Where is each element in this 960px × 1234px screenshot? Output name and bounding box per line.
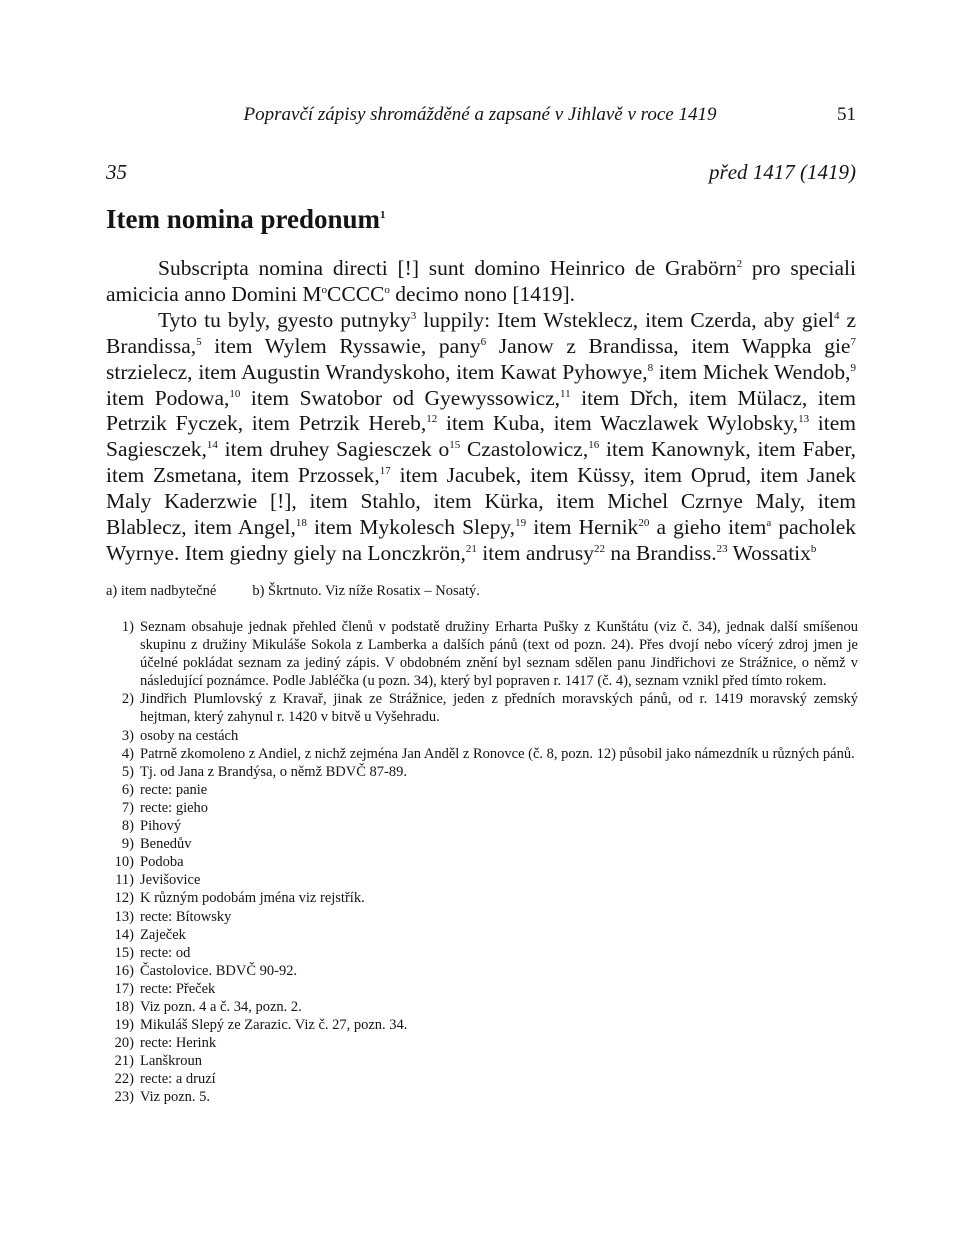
footnote-ref: 10 bbox=[229, 387, 241, 400]
running-title: Popravčí zápisy shromážděné a zapsané v Jihlavě v roce 1419 bbox=[243, 104, 717, 125]
footnote-ref: 1 bbox=[380, 209, 386, 221]
footnote-text: recte: Bítowsky bbox=[140, 908, 232, 925]
footnote-text: K různým podobám jména viz rejstřík. bbox=[140, 890, 365, 907]
footnote-text: recte: a druzí bbox=[140, 1071, 216, 1088]
footnote-text: Zaječek bbox=[140, 926, 186, 943]
footnote-number: 9) bbox=[121, 836, 134, 853]
text-run: item Swatobor od Gyewyssowicz, bbox=[240, 385, 561, 410]
text-run: luppily: Item Wsteklecz, item Czerda, aby giel bbox=[416, 307, 834, 332]
footnote bbox=[106, 1052, 858, 1070]
footnote bbox=[106, 1088, 858, 1106]
footnote-ref: 2 bbox=[736, 257, 743, 270]
footnote bbox=[106, 745, 858, 763]
text-run: item Jacubek, item Küssy, item Oprud, item Janek Maly Kaderzwie [!], item Stahlo, item Kürka, item Michel Czrnye Maly, item Blablecz, item Angel, bbox=[106, 463, 856, 540]
text-run: item Sagiesczek, bbox=[106, 411, 856, 462]
footnote-ref: a bbox=[766, 516, 772, 529]
footnote-number: 10) bbox=[114, 854, 134, 871]
text-apparatus bbox=[106, 583, 856, 600]
footnote bbox=[106, 1016, 858, 1034]
footnote bbox=[106, 690, 858, 726]
footnote-ref: 21 bbox=[465, 542, 477, 555]
footnote bbox=[106, 944, 858, 962]
footnote-ref: 18 bbox=[295, 516, 307, 529]
footnote-ref: 17 bbox=[379, 465, 391, 478]
footnote bbox=[106, 618, 858, 690]
footnote-number: 15) bbox=[114, 944, 134, 961]
text-run: item Mykolesch Slepy, bbox=[306, 515, 516, 540]
text-run: Czastolowicz, bbox=[460, 437, 589, 462]
text-run: Tyto tu byly, gyesto putnyky bbox=[158, 307, 411, 332]
footnote-number: 23) bbox=[114, 1089, 134, 1106]
paragraph bbox=[106, 256, 856, 308]
footnote-text: recte: panie bbox=[140, 781, 208, 798]
text-run: item Kuba, item Waczlawek Wylobsky, bbox=[437, 411, 799, 436]
footnote-number: 13) bbox=[114, 908, 134, 925]
footnote-number: 21) bbox=[114, 1053, 134, 1070]
footnote-ref: 4 bbox=[833, 309, 840, 322]
footnote-text: Benedův bbox=[140, 836, 192, 853]
text-run: strzielecz, item Augustin Wrandyskoho, item Kawat Pyhowye, bbox=[106, 359, 648, 384]
entry-title bbox=[106, 204, 386, 235]
footnote-ref: 3 bbox=[410, 309, 417, 322]
text-run: item Dřch, item Mülacz, item Petrzik Fyczek, item Petrzik Hereb, bbox=[106, 385, 856, 436]
text-run: CCCC bbox=[327, 281, 385, 306]
footnote-ref: 22 bbox=[593, 542, 605, 555]
footnote-number: 7) bbox=[121, 799, 134, 816]
footnote-text: recte: gieho bbox=[140, 799, 209, 816]
footnote-text: recte: Herink bbox=[140, 1035, 217, 1052]
footnote bbox=[106, 962, 858, 980]
footnote-number: 11) bbox=[115, 872, 134, 889]
text-run: item Wylem Ryssawie, pany bbox=[201, 333, 481, 358]
footnote-number: 18) bbox=[114, 998, 134, 1015]
footnote-text: Jevišovice bbox=[140, 872, 201, 889]
entry-date: před 1417 (1419) bbox=[709, 160, 856, 184]
footnote-number: 20) bbox=[114, 1035, 134, 1052]
footnote-ref: 16 bbox=[588, 439, 600, 452]
entry-title-text: Item nomina predonum bbox=[106, 204, 381, 234]
footnote-text: Podoba bbox=[140, 854, 184, 871]
text-run: z Brandissa, bbox=[106, 307, 857, 358]
footnote-ref: o bbox=[384, 283, 390, 296]
footnote-ref: 8 bbox=[647, 361, 654, 374]
footnote-ref: 9 bbox=[850, 361, 856, 374]
footnote bbox=[106, 1034, 858, 1052]
text-run: item andrusy bbox=[476, 540, 594, 565]
footnote-number: 22) bbox=[114, 1071, 134, 1088]
footnote-text: Častolovice. BDVČ 90-92. bbox=[140, 962, 298, 979]
footnote-ref: 19 bbox=[515, 516, 527, 529]
footnote-number: 16) bbox=[114, 962, 134, 979]
text-run: a gieho item bbox=[649, 515, 767, 540]
footnote-ref: 7 bbox=[850, 335, 856, 348]
footnote-number: 14) bbox=[114, 926, 134, 943]
footnote bbox=[106, 763, 858, 781]
footnote-number: 8) bbox=[121, 818, 134, 835]
text-run: Subscripta nomina directi [!] sunt domino Heinrico de Grabörn bbox=[158, 256, 737, 280]
text-run: item Podowa, bbox=[106, 385, 230, 410]
text-run: item Michek Wendob, bbox=[653, 359, 851, 384]
footnote-ref: 5 bbox=[196, 335, 202, 348]
footnote-number: 3) bbox=[121, 727, 134, 744]
footnote-text: Jindřich Plumlovský z Kravař, jinak ze Strážnice, jeden z předních moravských pánů, od r. 1419 moravský zemský hejtman, který zahynul r. 1420 v bitvě u Vyšehradu. bbox=[140, 691, 858, 726]
footnote-text: recte: od bbox=[140, 944, 191, 961]
footnote-text: Tj. od Jana z Brandýsa, o němž BDVČ 87-89. bbox=[140, 763, 407, 780]
footnote-number: 6) bbox=[121, 781, 134, 798]
footnote-ref: 13 bbox=[798, 413, 810, 426]
footnote-number: 19) bbox=[114, 1017, 134, 1034]
footnote-text: Pihový bbox=[140, 818, 182, 835]
footnote-text: Patrně zkomoleno z Andiel, z nichž zejména Jan Anděl z Ronovce (č. 8, pozn. 12) působil jako námezdník u různých pánů. bbox=[140, 745, 855, 762]
footnote bbox=[106, 727, 858, 745]
footnote bbox=[106, 781, 858, 799]
footnote-number: 2) bbox=[121, 691, 134, 708]
footnotes bbox=[106, 618, 858, 1107]
footnote bbox=[106, 853, 858, 871]
footnote bbox=[106, 908, 858, 926]
footnote bbox=[106, 835, 858, 853]
text-run: pacholek Wyrnye. Item giedny giely na Lonczkrön, bbox=[106, 515, 856, 565]
apparatus-note-b: b) Škrtnuto. Viz níže Rosatix – Nosatý. bbox=[252, 583, 480, 599]
footnote-number: 17) bbox=[114, 980, 134, 997]
footnote-text: Lanškroun bbox=[140, 1053, 203, 1070]
text-run: item druhey Sagiesczek o bbox=[217, 437, 450, 462]
text-run: item Hernik bbox=[526, 515, 639, 540]
footnote bbox=[106, 817, 858, 835]
footnote-ref: 12 bbox=[426, 413, 438, 426]
footnote bbox=[106, 980, 858, 998]
footnote-text: recte: Přeček bbox=[140, 980, 216, 997]
footnote bbox=[106, 1070, 858, 1088]
footnote-ref: b bbox=[810, 542, 817, 555]
text-run: Wossatix bbox=[727, 540, 811, 565]
text-run: Janow z Brandissa, item Wappka gie bbox=[486, 333, 851, 358]
footnote-number: 12) bbox=[114, 890, 134, 907]
apparatus-note-a: a) item nadbytečné bbox=[106, 583, 217, 599]
text-run: pro speciali amicicia anno Domini M bbox=[106, 256, 856, 306]
paragraph bbox=[106, 308, 856, 567]
footnote-text: Viz pozn. 5. bbox=[140, 1089, 211, 1106]
footnote bbox=[106, 799, 858, 817]
footnote-ref: 11 bbox=[560, 387, 571, 400]
footnote-number: 4) bbox=[121, 745, 134, 762]
footnote-ref: 15 bbox=[449, 439, 461, 452]
footnote-ref: 14 bbox=[206, 439, 218, 452]
footnote bbox=[106, 889, 858, 907]
footnote-number: 1) bbox=[121, 619, 134, 635]
page-number: 51 bbox=[837, 104, 856, 125]
footnote-number: 5) bbox=[121, 763, 134, 780]
footnote bbox=[106, 926, 858, 944]
text-run: item Kanownyk, item Faber, item Zsmetana, item Przossek, bbox=[106, 437, 857, 488]
footnote-ref: 23 bbox=[716, 542, 728, 555]
footnote bbox=[106, 871, 858, 889]
main-text bbox=[106, 256, 856, 567]
footnote bbox=[106, 998, 858, 1016]
text-run: na Brandiss. bbox=[604, 540, 717, 565]
footnote-text: Viz pozn. 4 a č. 34, pozn. 2. bbox=[140, 998, 302, 1015]
footnote-text: osoby na cestách bbox=[140, 727, 239, 744]
footnote-ref: 20 bbox=[638, 516, 650, 529]
footnote-ref: o bbox=[321, 283, 328, 296]
footnote-text: Mikuláš Slepý ze Zarazic. Viz č. 27, pozn. 34. bbox=[140, 1017, 408, 1034]
entry-number: 35 bbox=[106, 160, 127, 184]
footnote-ref: 6 bbox=[480, 335, 487, 348]
footnote-text: Seznam obsahuje jednak přehled členů v podstatě družiny Erharta Pušky z Kunštátu (viz č. 34), jednak další smíšenou skupinu z družiny Mikuláše Sokola z Lamberka a dalších pánů (text od pozn. 24). Přes dvojí nebo vícerý zdroj jmen je účelné pokládat seznam za jediný zápis. V obdobném znění byl seznam sdělen panu Jindřichovi ze Strážnice, o němž v následující poznámce. Podle Jabléčka (u pozn. 34), který byl popraven r. 1417 (č. 4), seznam vznikl před tímto rokem. bbox=[140, 619, 858, 690]
text-run: decimo nono [1419]. bbox=[389, 281, 576, 306]
